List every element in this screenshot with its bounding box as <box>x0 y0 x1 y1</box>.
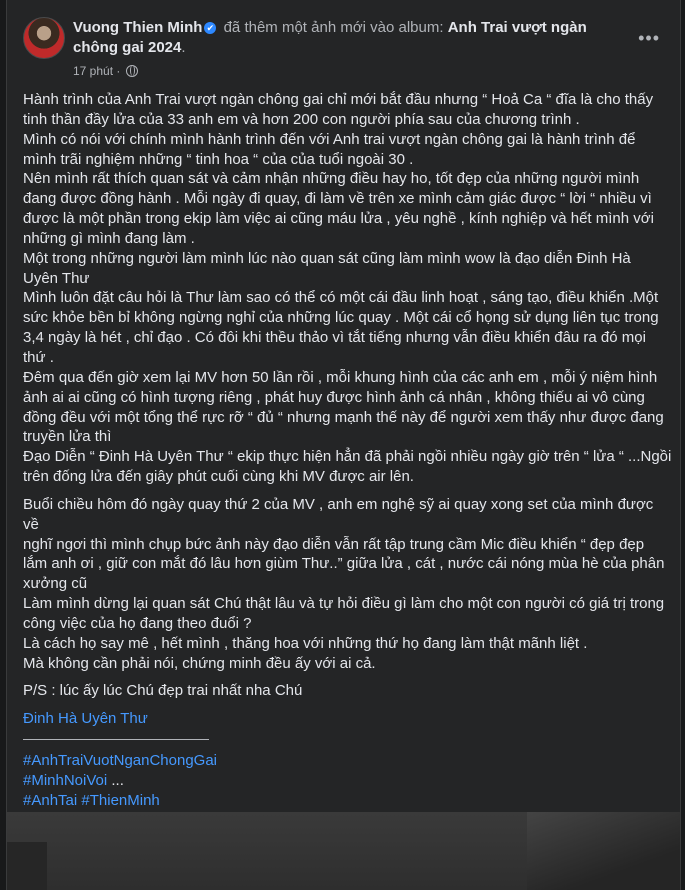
post-action-text: đã thêm một ảnh mới vào album: <box>223 19 444 36</box>
post-body <box>23 90 673 811</box>
post-line: đồng đều với một tổng thể rực rỡ “ đủ “ nhưng mạnh thế này để người xem thấy như được đang <box>23 408 664 426</box>
author-name[interactable]: Vuong Thien Minh <box>73 19 203 36</box>
hashtag-anhtai[interactable]: #AnhTai <box>23 791 78 809</box>
post-paragraph-1 <box>23 90 673 487</box>
post-line: Nên mình rất thích quan sát và cảm nhận những điều hay ho, tốt đẹp của những người mình <box>23 170 640 188</box>
avatar[interactable] <box>23 17 65 59</box>
album-suffix: . <box>181 39 186 56</box>
post-line: lắm anh ơi , giữ con mắt đó lâu hơn giùm Thư..” giữa lửa , cát , nước cái nóng mùa hè của phân <box>23 555 665 573</box>
verified-badge-icon: ✔ <box>204 22 216 34</box>
post-line: Mà không cần phải nói, chứng minh đều ấy với ai cả. <box>23 654 376 672</box>
post-line: Làm mình dừng lại quan sát Chú thật lâu và tự hỏi điều gì làm cho một con người có giá trị trong <box>23 595 665 613</box>
post-meta <box>73 64 138 78</box>
post-paragraph-2 <box>23 495 673 674</box>
post-line: ảnh ai ai cũng có hình tượng riêng , phát huy được hình ảnh cá nhân , không thiếu ai vô cùng <box>23 388 645 406</box>
post-photo[interactable] <box>7 812 680 890</box>
hashtag-minhnoivoi[interactable]: #MinhNoiVoi <box>23 772 108 789</box>
post-header-text <box>73 18 613 58</box>
post-line: Buổi chiều hôm đó ngày quay thứ 2 của MV , anh em nghệ sỹ ai quay xong set của mình được về <box>23 495 654 533</box>
post-line: Uyên Thư <box>23 269 90 287</box>
post-ps: P/S : lúc ấy lúc Chú đẹp trai nhất nha Chú <box>23 682 303 700</box>
see-more-ellipsis: ... <box>107 772 124 789</box>
post-line: 3,4 ngày là hét , chỉ đạo . Có đôi khi thều thảo vì tắt tiếng nhưng vẫn điều khiển đâu ra đó mọi <box>23 329 646 347</box>
post-line: những gì mình đang làm . <box>23 229 195 247</box>
post-line: Hành trình của Anh Trai vượt ngàn chông gai chỉ mới bắt đầu nhưng “ Hoả Ca “ đĩa là cho thấy <box>23 91 654 108</box>
meta-separator: · <box>116 64 121 78</box>
post-line: mình trãi nghiệm những “ tinh hoa “ của của tuổi ngoài 30 . <box>23 150 414 168</box>
globe-icon <box>126 65 138 77</box>
post-line: Mình luôn đặt câu hỏi là Thư làm sao có thể có một cái đầu linh hoạt , sáng tạo, điều khiển .Một <box>23 289 659 307</box>
post-line: được là một phần trong ekip làm việc ai cũng máu lửa , yêu nghề , kính nghiệp và hết mình với <box>23 210 654 228</box>
album-link[interactable]: Anh Trai vượt ngàn chông gai 2024 <box>73 19 587 56</box>
post-line: xưởng cũ <box>23 575 88 593</box>
post-line: Đêm qua đến giờ xem lại MV hơn 50 lần rồi , mỗi khung hình của các anh em , mỗi ý niệm hình <box>23 368 658 386</box>
divider-line <box>23 739 209 740</box>
hashtag-anhtraivuotnganchonggai[interactable]: #AnhTraiVuotNganChongGai <box>23 752 218 770</box>
hashtag-thienminh[interactable]: #ThienMinh <box>81 791 160 809</box>
post-line: tinh thần đầy lửa của 33 anh em và hơn 200 con người phía sau của chương trình . <box>23 110 580 128</box>
post-line: truyền lửa thì <box>23 428 112 446</box>
post-line: Mình có nói với chính mình hành trình đến với Anh trai vượt ngàn chông gai là hành trình để <box>23 130 636 148</box>
post-line: Một trong những người làm mình lúc nào quan sát cũng làm mình wow là đạo diễn Đinh Hà <box>23 249 631 267</box>
more-options-icon[interactable]: ••• <box>638 28 660 48</box>
post-card <box>6 0 681 890</box>
post-time[interactable]: 17 phút <box>73 64 114 78</box>
post-line: Là cách họ say mê , hết mình , thăng hoa với những thứ họ đang làm thật mãnh liệt . <box>23 634 588 652</box>
post-line: Đạo Diễn “ Đinh Hà Uyên Thư “ ekip thực hiện hẳn đã phải ngồi nhiều ngày giờ trên “ lửa “ ...Ngồi <box>23 448 672 466</box>
post-line: nghĩ ngơi thì mình chụp bức ảnh này đạo diễn vẫn rất tập trung cầm Mic điều khiển “ đẹp đẹp <box>23 535 645 553</box>
post-line: đang được đồng hành . Mỗi ngày đi quay, đi làm về trên xe mình cảm giác được “ lời “ nhiều vì <box>23 190 652 208</box>
mention-link[interactable]: Đinh Hà Uyên Thư <box>23 710 148 728</box>
post-line: trên đống lửa đến giây phút cuối cùng khi MV được air lên. <box>23 468 414 486</box>
post-line: công việc của họ đang theo đuổi ? <box>23 614 252 632</box>
post-line: sức khỏe bền bỉ không ngừng nghỉ của những lúc quay . Một cái cổ họng sử dụng liên tục trong <box>23 309 659 327</box>
post-line: thứ . <box>23 348 54 366</box>
post-header <box>21 14 666 84</box>
